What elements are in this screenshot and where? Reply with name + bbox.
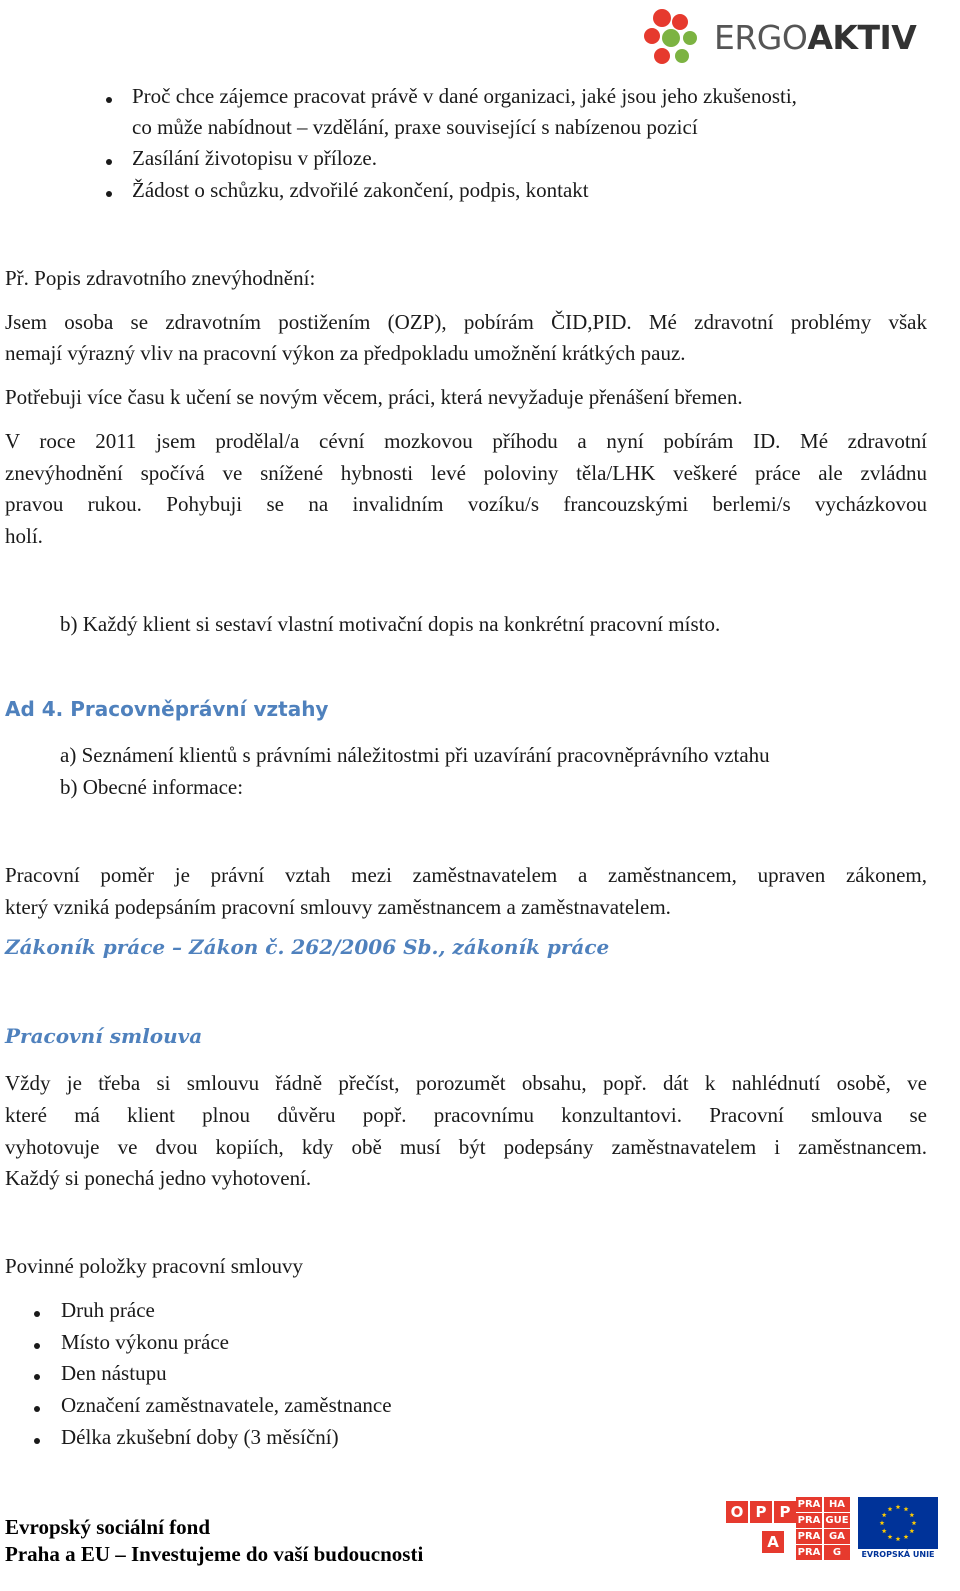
example-paragraph-1-line: nemají výrazný vliv na pracovní výkon za předpokladu umožnění krátkých pauz.	[5, 341, 686, 365]
section4-item-b: b) Obecné informace:	[60, 775, 244, 799]
logo-text-light: ERGO	[714, 18, 808, 57]
footer-line-1: Evropský sociální fond	[5, 1515, 211, 1539]
bullet-dot	[34, 1343, 40, 1349]
employment-paragraph-line: Pracovní poměr je právní vztah mezi zaměstnavatelem a zaměstnancem, upraven zákonem,	[5, 863, 927, 887]
opp-logo	[726, 1497, 794, 1557]
list-item: Druh práce	[61, 1298, 155, 1322]
list-item: Délka zkušební doby (3 měsíční)	[61, 1425, 339, 1449]
praha-cell: PRA	[797, 1499, 821, 1510]
example-label: Př. Popis zdravotního znevýhodnění:	[5, 266, 316, 290]
section4-item-a: a) Seznámení klientů s právními náležitostmi při uzavírání pracovněprávního vztahu	[60, 743, 770, 767]
contract-paragraph-line: Vždy je třeba si smlouvu řádně přečíst, porozumět obsahu, popř. dát k nahlédnutí osobě, ve	[5, 1071, 927, 1095]
logo-text-bold: AKTIV	[807, 18, 917, 57]
eu-logo	[858, 1497, 938, 1561]
bullet-dot	[34, 1311, 40, 1317]
mandatory-items-label: Povinné položky pracovní smlouvy	[5, 1254, 304, 1278]
praha-cell: HA	[824, 1497, 850, 1512]
list-item: Den nástupu	[61, 1361, 167, 1385]
bullet-dot	[106, 159, 112, 165]
praha-logo	[796, 1497, 854, 1561]
praha-cell: PRA	[797, 1515, 821, 1526]
list-item: Označení zaměstnavatele, zaměstnance	[61, 1393, 392, 1417]
employment-paragraph-line: který vzniká podepsáním pracovní smlouvy zaměstnancem a zaměstnavatelem.	[5, 895, 671, 919]
list-item: Žádost o schůzku, zdvořilé zakončení, podpis, kontakt	[132, 178, 589, 202]
bullet-dot	[34, 1406, 40, 1412]
contract-heading: Pracovní smlouva	[5, 1024, 203, 1048]
list-item: Místo výkonu práce	[61, 1330, 229, 1354]
opp-letter: P	[774, 1501, 796, 1523]
bullet-dot	[106, 191, 112, 197]
ergoaktiv-logo	[640, 6, 920, 70]
bullet-dot	[34, 1374, 40, 1380]
example-paragraph-2: Potřebuji více času k učení se novým věcem, práci, která nevyžaduje přenášení břemen.	[5, 385, 743, 409]
praha-cell: PRA	[797, 1547, 821, 1558]
opp-letter: O	[726, 1501, 748, 1523]
example-paragraph-3-line: pravou rukou. Pohybuji se na invalidním vozíku/s francouzskými berlemi/s vycházkovou	[5, 492, 927, 516]
footer-line-2: Praha a EU – Investujeme do vaší budoucnosti	[5, 1542, 424, 1566]
item-b-motivation-letter: b) Každý klient si sestaví vlastní motivační dopis na konkrétní pracovní místo.	[60, 612, 721, 636]
section-heading-4	[5, 697, 328, 721]
list-item: Proč chce zájemce pracovat právě v dané organizaci, jaké jsou jeho zkušenosti,	[132, 84, 797, 108]
bullet-dot	[34, 1438, 40, 1444]
praha-cell: GUE	[825, 1515, 849, 1526]
eu-label: EVROPSKÁ UNIE	[861, 1550, 935, 1559]
example-paragraph-3-line: V roce 2011 jsem prodělal/a cévní mozkovou příhodu a nyní pobírám ID. Mé zdravotní	[5, 429, 927, 453]
praha-cell: PRA	[797, 1531, 821, 1542]
contract-paragraph-line: Každý si ponechá jedno vyhotovení.	[5, 1166, 312, 1190]
contract-paragraph-line: které má klient plnou důvěru popř. pracovnímu konzultantovi. Pracovní smlouva se	[5, 1103, 927, 1127]
example-paragraph-3-line: znevýhodnění spočívá ve snížené hybnosti levé poloviny těla/LHK veškeré práce ale zvládnu	[5, 461, 927, 485]
contract-paragraph-line: vyhotovuje ve dvou kopiích, kdy obě musí být podepsány zaměstnavatelem i zaměstnancem.	[5, 1135, 927, 1159]
logo-dots-icon	[640, 6, 704, 70]
praha-cell: GA	[824, 1529, 850, 1544]
list-item: Zasílání životopisu v příloze.	[132, 146, 377, 170]
list-item-continuation: co může nabídnout – vzdělání, praxe související s nabízenou pozicí	[132, 115, 698, 139]
example-paragraph-1-line: Jsem osoba se zdravotním postižením (OZP), pobírám ČID,PID. Mé zdravotní problémy však	[5, 310, 927, 334]
section-prefix: Ad 4.	[5, 697, 71, 721]
opp-letter: P	[750, 1501, 772, 1523]
praha-cell: G	[824, 1545, 850, 1560]
opp-letter: A	[762, 1531, 784, 1553]
example-paragraph-3-line: holí.	[5, 524, 43, 548]
eu-flag-icon	[858, 1497, 938, 1549]
bullet-dot	[106, 97, 112, 103]
law-heading-link[interactable]: Zákoník práce – Zákon č. 262/2006 Sb., zákoník práce	[5, 935, 610, 959]
section-title: Pracovněprávní vztahy	[70, 697, 329, 721]
